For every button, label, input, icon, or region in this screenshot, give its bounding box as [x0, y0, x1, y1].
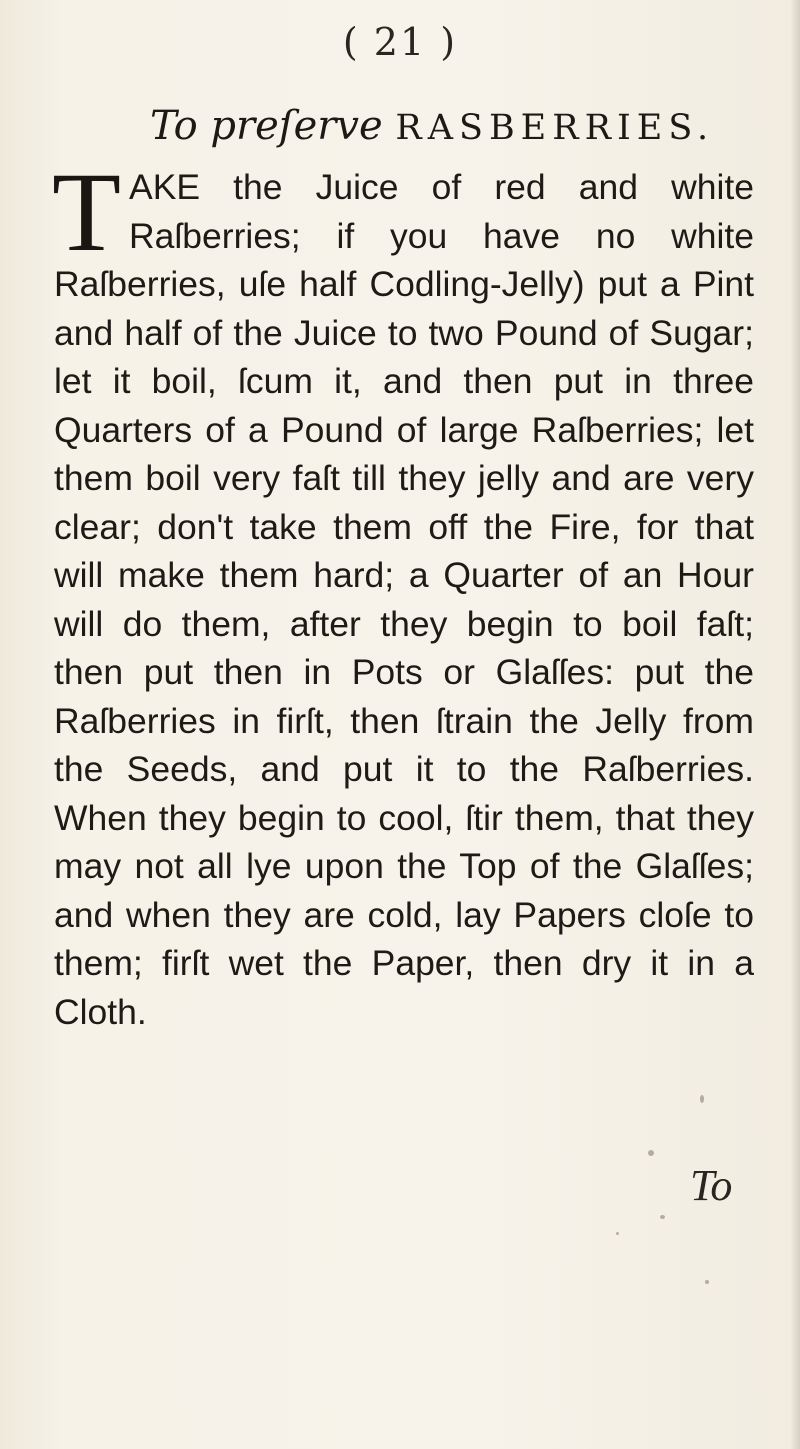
- recipe-text: AKE the Juice of red and white Raſberries; if you have no white Raſberries, uſe half Codling-Jelly) put a Pint and half of the Juice to two Pound of Sugar; let it boil, ſcum it, and then put in three Quarters of a Pound of large Raſberries; let them boil very faſt till they jelly and are very clear; don't take them off the Fire, for that will make them hard; a Quarter of an Hour will do them, after they begin to boil faſt; then put then in Pots or Glaſſes: put the Raſberries in firſt, then ſtrain the Jelly from the Seeds, and put it to the Raſberries. When they begin to cool, ſtir them, that they may not all lye upon the Top of the Glaſſes; and when they are cold, lay Papers cloſe to them; firſt wet the Paper, then dry it in a Cloth.: [54, 167, 754, 1032]
- paper-speck: [648, 1150, 654, 1156]
- paper-speck: [660, 1215, 665, 1219]
- paper-speck: [700, 1095, 704, 1103]
- paper-speck: [616, 1232, 619, 1235]
- catchword: To: [690, 1161, 733, 1210]
- heading-caps: RASBERRIES.: [395, 108, 715, 148]
- page-number: ( 21 ): [342, 20, 458, 64]
- recipe-heading: [150, 103, 715, 149]
- recipe-body: [52, 150, 754, 1036]
- page-edge-shadow: [790, 0, 800, 1449]
- drop-cap: T: [52, 150, 122, 275]
- heading-italic: To preſerve: [150, 103, 383, 149]
- paper-speck: [705, 1280, 709, 1284]
